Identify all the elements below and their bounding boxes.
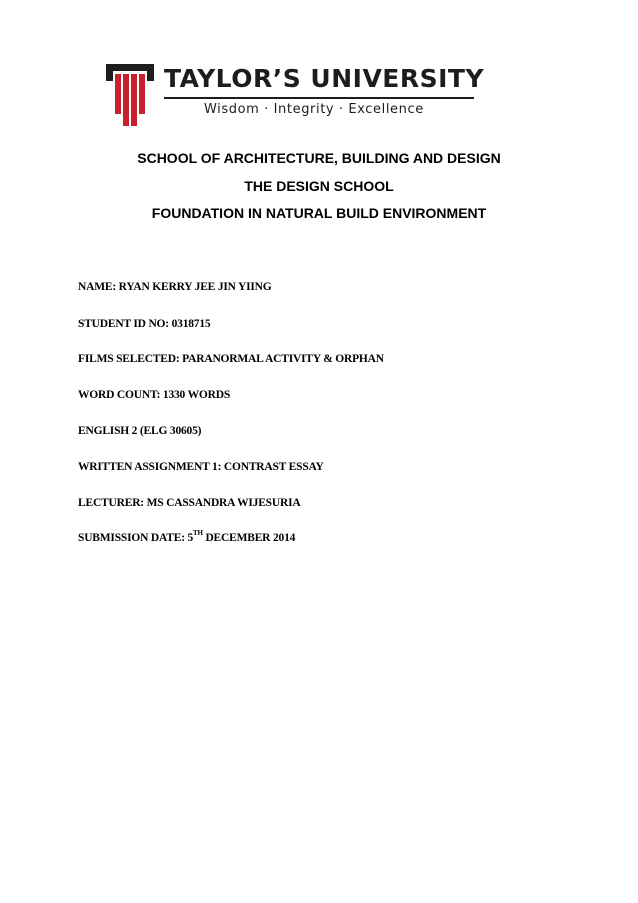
university-name: TAYLOR’S UNIVERSITY — [164, 64, 485, 93]
logo-divider — [164, 97, 474, 99]
university-tagline: Wisdom · Integrity · Excellence — [204, 102, 424, 117]
student-id: STUDENT ID NO: 0318715 — [78, 318, 211, 330]
films-selected: FILMS SELECTED: PARANORMAL ACTIVITY & ORPHAN — [78, 353, 384, 365]
assignment-title: WRITTEN ASSIGNMENT 1: CONTRAST ESSAY — [78, 461, 324, 473]
student-name: NAME: RYAN KERRY JEE JIN YIING — [78, 281, 272, 293]
word-count: WORD COUNT: 1330 WORDS — [78, 389, 231, 401]
taylors-emblem-icon — [106, 64, 154, 126]
university-logo — [106, 64, 485, 126]
programme-heading: FOUNDATION IN NATURAL BUILD ENVIRONMENT — [151, 205, 487, 221]
lecturer-name: LECTURER: MS CASSANDRA WIJESURIA — [78, 497, 301, 509]
department-heading: THE DESIGN SCHOOL — [244, 178, 394, 194]
submission-date — [78, 531, 295, 545]
submission-date-ordinal: TH — [193, 529, 203, 538]
school-heading: SCHOOL OF ARCHITECTURE, BUILDING AND DESIGN — [137, 150, 501, 166]
submission-date-prefix: SUBMISSION DATE: 5 — [78, 532, 194, 544]
submission-date-rest: DECEMBER 2014 — [202, 532, 296, 544]
course-code: ENGLISH 2 (ELG 30605) — [78, 425, 202, 437]
